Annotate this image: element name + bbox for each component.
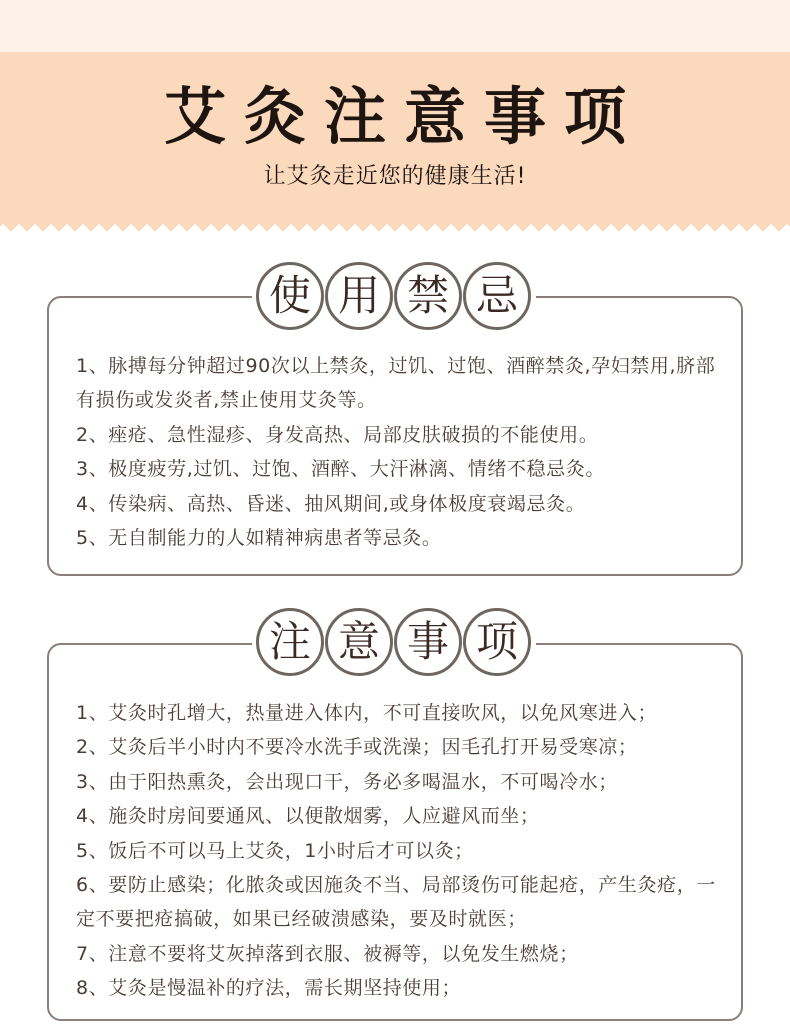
- heading-char: 注: [256, 608, 324, 676]
- contraindications-heading: [252, 262, 536, 334]
- list-item: 7、注意不要将艾灰掉落到衣服、被褥等，以免发生燃烧；: [76, 942, 579, 965]
- heading-char: 项: [463, 608, 531, 676]
- list-item: 2、痤疮、急性湿疹、身发高热、局部皮肤破损的不能使用。: [76, 423, 599, 446]
- list-item: 4、传染病、高热、昏迷、抽风期间,或身体极度衰竭忌灸。: [76, 492, 586, 515]
- list-item: 1、脉搏每分钟超过90次以上禁灸，过饥、过饱、酒醉禁灸,孕妇禁用,脐部有损伤或发炎者,禁止使用艾灸等。: [76, 355, 716, 412]
- heading-char: 使: [256, 262, 324, 330]
- list-item: 3、由于阳热熏灸，会出现口干，务必多喝温水，不可喝冷水；: [76, 770, 618, 793]
- list-item: 3、极度疲劳,过饥、过饱、酒醉、大汗淋漓、情绪不稳忌灸。: [76, 458, 605, 481]
- heading-char: 意: [325, 608, 393, 676]
- list-item: 6、要防止感染；化脓灸或因施灸不当、局部烫伤可能起疮，产生灸疮，一定不要把疮搞破，如果已经破溃感染，要及时就医；: [76, 874, 716, 931]
- precautions-list: [76, 696, 716, 1006]
- list-item: 5、饭后不可以马上艾灸，1小时后才可以灸；: [76, 839, 474, 862]
- heading-char: 事: [394, 608, 462, 676]
- heading-char: 禁: [394, 262, 462, 330]
- top-strip: [0, 0, 790, 52]
- page-subtitle: 让艾灸走近您的健康生活!: [263, 164, 527, 189]
- list-item: 1、艾灸时孔增大，热量进入体内，不可直接吹风，以免风寒进入；: [76, 702, 658, 724]
- heading-char: 忌: [463, 262, 531, 330]
- page-title: 艾灸注意事项: [163, 80, 644, 153]
- contraindications-list: [76, 349, 716, 555]
- list-item: 5、无自制能力的人如精神病患者等忌灸。: [76, 527, 442, 550]
- list-item: 4、施灸时房间要通风、以便散烟雾，人应避风而坐；: [76, 805, 540, 828]
- heading-char: 用: [325, 262, 393, 330]
- list-item: 8、艾灸是慢温补的疗法，需长期坚持使用；: [76, 977, 462, 1000]
- precautions-heading: [252, 608, 536, 680]
- list-item: 2、艾灸后半小时内不要冷水洗手或洗澡；因毛孔打开易受寒凉；: [76, 736, 638, 759]
